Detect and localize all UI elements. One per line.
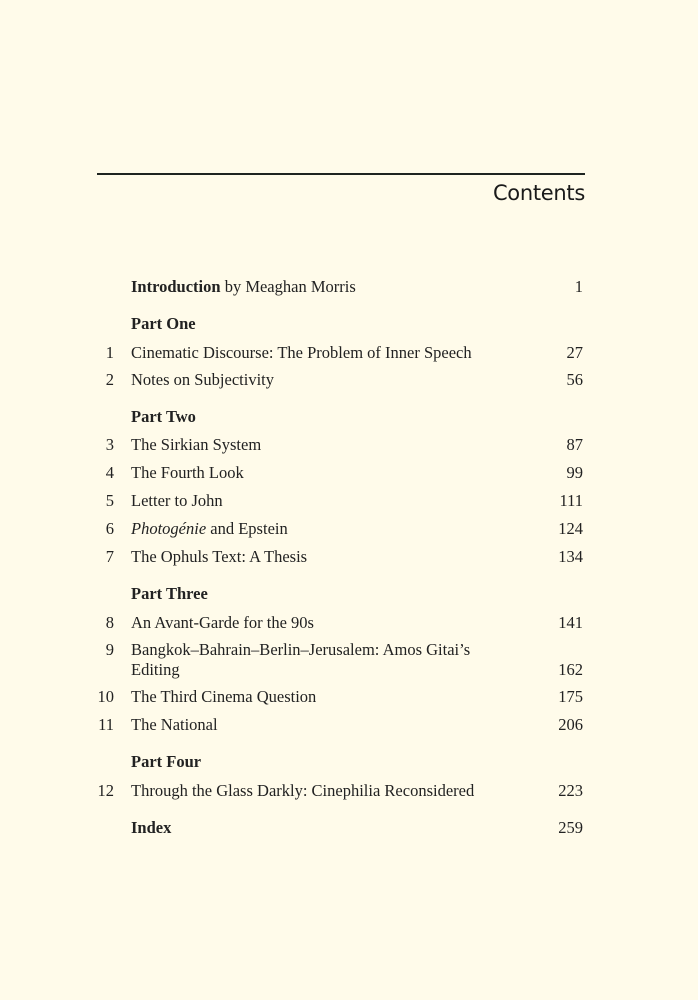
toc-page-number: 259 [558, 818, 583, 837]
toc-entry-chapter[interactable] [0, 462, 698, 484]
toc-page-number: 1 [574, 277, 583, 296]
toc-part-heading: Part Four [131, 752, 202, 771]
toc-page-number: 162 [558, 660, 583, 679]
chapter-title: Letter to John [131, 491, 223, 510]
index-label: Index [131, 818, 172, 837]
chapter-number: 6 [105, 519, 114, 538]
chapter-number: 1 [105, 343, 114, 362]
toc-entry-label: Introduction by Meaghan Morris [131, 277, 356, 296]
toc-entry-chapter[interactable] [0, 686, 698, 708]
toc-entry-introduction[interactable] [0, 276, 698, 298]
toc-page-number: 175 [558, 687, 583, 706]
toc-entry-chapter[interactable] [0, 342, 698, 364]
toc-entry-chapter[interactable] [0, 369, 698, 391]
toc-page-number: 223 [558, 781, 583, 800]
toc-page-number: 99 [566, 463, 583, 482]
chapter-number: 7 [105, 547, 114, 566]
toc-entry-chapter[interactable] [0, 639, 698, 661]
page-title: Contents [492, 181, 585, 205]
chapter-number: 9 [105, 640, 114, 659]
toc-part-heading: Part Two [131, 407, 196, 426]
toc-entry-chapter[interactable] [0, 518, 698, 540]
toc-entry-chapter[interactable] [0, 490, 698, 512]
toc-page-number: 124 [558, 519, 583, 538]
toc-entry-chapter[interactable] [0, 434, 698, 456]
toc-entry-chapter[interactable] [0, 714, 698, 736]
chapter-title: The Ophuls Text: A Thesis [131, 547, 308, 566]
toc-part-heading: Part One [131, 314, 196, 333]
chapter-number: 5 [105, 491, 114, 510]
chapter-number: 4 [105, 463, 114, 482]
toc-part-heading: Part Three [131, 584, 208, 603]
chapter-title: The National [131, 715, 218, 734]
chapter-number: 12 [97, 781, 114, 800]
toc-entry-chapter-continued[interactable] [0, 659, 698, 681]
chapter-title: The Sirkian System [131, 435, 262, 454]
toc-page-number: 134 [558, 547, 583, 566]
chapter-number: 10 [97, 687, 114, 706]
toc-entry-chapter[interactable] [0, 780, 698, 802]
toc-entry-chapter[interactable] [0, 546, 698, 568]
chapter-number: 2 [105, 370, 114, 389]
toc-entry-chapter[interactable] [0, 612, 698, 634]
chapter-title: An Avant-Garde for the 90s [131, 613, 314, 632]
chapter-number: 8 [105, 613, 114, 632]
toc-page-number: 141 [558, 613, 583, 632]
chapter-title: Notes on Subjectivity [131, 370, 274, 389]
chapter-number: 3 [105, 435, 114, 454]
chapter-title: Cinematic Discourse: The Problem of Inner Speech [131, 343, 472, 362]
toc-page-number: 111 [559, 491, 583, 510]
toc-entry-index[interactable] [0, 817, 698, 839]
chapter-title-line-1: Bangkok–Bahrain–Berlin–Jerusalem: Amos Gitai’s [131, 640, 471, 659]
toc-page-number: 27 [566, 343, 583, 362]
chapter-title-line-2: Editing [131, 660, 180, 679]
chapter-title: Through the Glass Darkly: Cinephilia Reconsidered [131, 781, 475, 800]
header-rule [97, 173, 585, 175]
chapter-title: The Fourth Look [131, 463, 244, 482]
toc-page-number: 56 [566, 370, 583, 389]
chapter-number: 11 [98, 715, 114, 734]
toc-page-number: 87 [566, 435, 583, 454]
toc-page-number: 206 [558, 715, 583, 734]
chapter-title: The Third Cinema Question [131, 687, 317, 706]
chapter-title: Photogénie and Epstein [131, 519, 288, 538]
